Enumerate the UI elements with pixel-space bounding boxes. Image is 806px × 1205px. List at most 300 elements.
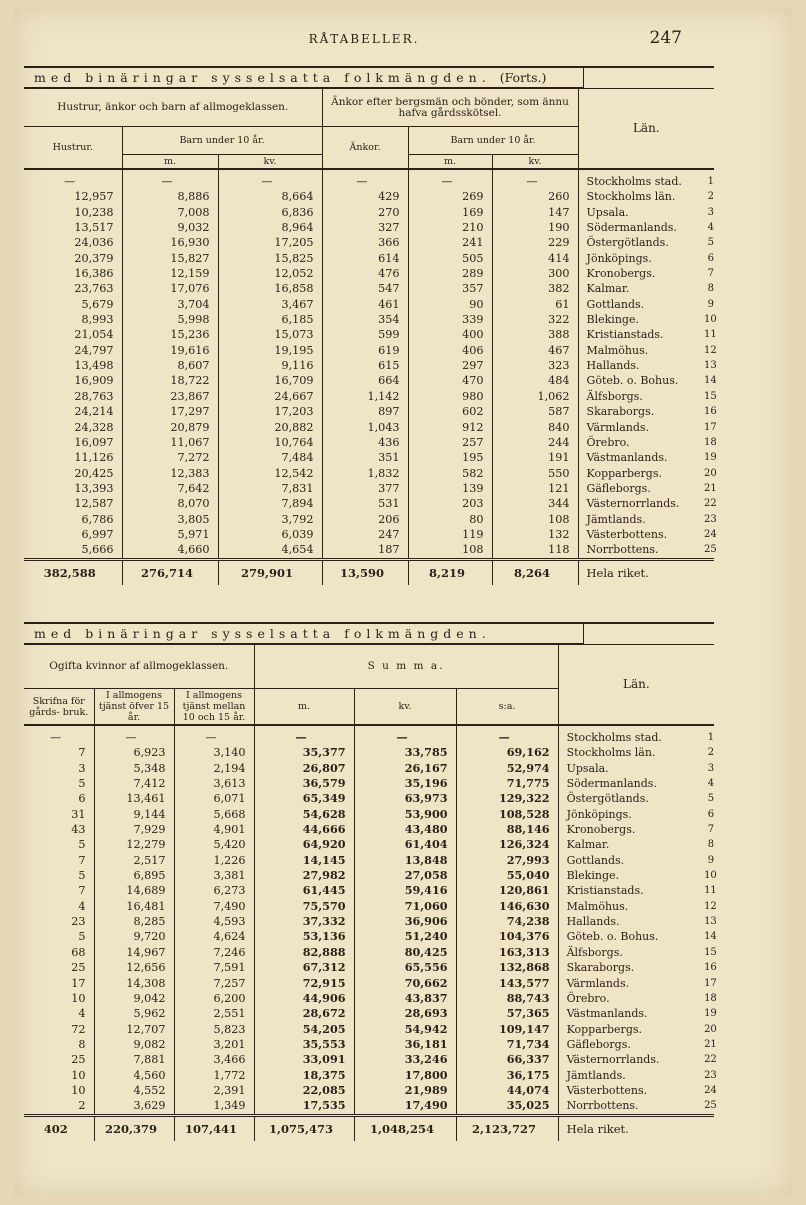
table-cell: 3,467	[218, 297, 322, 312]
book-page	[14, 8, 792, 1196]
table-cell: 7,881	[94, 1052, 174, 1067]
table-row	[24, 929, 714, 944]
row-number: 21	[704, 1038, 717, 1050]
table-cell: 14,689	[94, 883, 174, 898]
table-cell: 27,058	[354, 868, 456, 883]
table-cell: 1,832	[322, 466, 408, 481]
row-number: 12	[704, 900, 717, 912]
table-cell: 80	[408, 512, 492, 527]
lan-name: Kristianstads.	[578, 327, 694, 342]
table-cell: 55,040	[456, 868, 558, 883]
total-cell: 13,590	[322, 559, 408, 585]
table-row	[24, 868, 714, 883]
table-cell: 619	[322, 343, 408, 358]
lan-name: Kalmar.	[558, 837, 694, 852]
table-cell: —	[408, 169, 492, 189]
table-row	[24, 220, 714, 235]
lan-name: Kalmar.	[578, 281, 694, 296]
table-cell: 429	[322, 189, 408, 204]
table-cell: 17,490	[354, 1098, 456, 1115]
lan-name: Västernorrlands.	[558, 1052, 694, 1067]
table-1-header	[24, 89, 714, 170]
table-cell: 52,974	[456, 761, 558, 776]
total-cell: 8,264	[492, 559, 578, 585]
table-row	[24, 435, 714, 450]
section-1-title	[24, 68, 584, 88]
table-row	[24, 761, 714, 776]
row-number: 17	[704, 977, 717, 989]
table-cell: 1,349	[174, 1098, 254, 1115]
lan-name: Västerbottens.	[558, 1083, 694, 1098]
row-number: 3	[707, 762, 715, 774]
table-row	[24, 1006, 714, 1021]
lan-name: Skaraborgs.	[578, 404, 694, 419]
table-cell: 7,008	[122, 205, 218, 220]
table-cell: 44,666	[254, 822, 354, 837]
table-cell: 327	[322, 220, 408, 235]
table-row	[24, 466, 714, 481]
table-cell: 132,868	[456, 960, 558, 975]
table-cell: 840	[492, 420, 578, 435]
table-cell: 582	[408, 466, 492, 481]
table-cell: 33,785	[354, 745, 456, 760]
lan-name: Stockholms stad.	[578, 169, 694, 189]
table-cell: 1,226	[174, 853, 254, 868]
section-1-title-text: med binäringar sysselsatta folkmängden.	[34, 70, 491, 85]
table-cell: 126,324	[456, 837, 558, 852]
table-cell: 300	[492, 266, 578, 281]
row-number: 20	[704, 1023, 717, 1035]
header-summa-kv: kv.	[354, 689, 456, 726]
table-cell: 54,942	[354, 1022, 456, 1037]
table-cell: 505	[408, 251, 492, 266]
table-cell: 108,528	[456, 807, 558, 822]
table-cell: 57,365	[456, 1006, 558, 1021]
table-cell: 147	[492, 205, 578, 220]
table-cell: 3,381	[174, 868, 254, 883]
lan-name: Hallands.	[558, 914, 694, 929]
table-cell: 4	[24, 899, 94, 914]
table-cell: —	[354, 725, 456, 745]
table-cell: —	[24, 725, 94, 745]
table-cell: 17	[24, 976, 94, 991]
table-cell: 260	[492, 189, 578, 204]
row-number: 3	[707, 206, 715, 218]
table-cell: 6,895	[94, 868, 174, 883]
table-cell: 247	[322, 527, 408, 542]
table-cell: 68	[24, 945, 94, 960]
table-cell: 2,517	[94, 853, 174, 868]
table-row	[24, 169, 714, 189]
lan-name: Gottlands.	[578, 297, 694, 312]
row-number: 10	[704, 314, 717, 326]
table-cell: 531	[322, 496, 408, 511]
table-row	[24, 822, 714, 837]
total-cell: 279,901	[218, 559, 322, 585]
header-group-ankor: Änkor efter bergsmän och bönder, som ännu hafva gårdsskötsel.	[322, 89, 578, 127]
table-cell: 5	[24, 837, 94, 852]
table-row	[24, 1022, 714, 1037]
lan-name: Kronobergs.	[578, 266, 694, 281]
table-cell: 109,147	[456, 1022, 558, 1037]
table-cell: 4,593	[174, 914, 254, 929]
table-cell: 323	[492, 358, 578, 373]
table-cell: 664	[322, 373, 408, 388]
table-row	[24, 327, 714, 342]
table-cell: 33,246	[354, 1052, 456, 1067]
table-cell: 289	[408, 266, 492, 281]
table-cell: 484	[492, 373, 578, 388]
table-cell: 80,425	[354, 945, 456, 960]
table-cell: 20,379	[24, 251, 122, 266]
table-cell: 25	[24, 1052, 94, 1067]
table-cell: 65,556	[354, 960, 456, 975]
row-number: 14	[704, 931, 717, 943]
table-cell: 20,882	[218, 420, 322, 435]
lan-name: Stockholms län.	[578, 189, 694, 204]
table-cell: 339	[408, 312, 492, 327]
table-cell: 7,272	[122, 450, 218, 465]
table-cell: 70,662	[354, 976, 456, 991]
table-cell: 3	[24, 761, 94, 776]
table-cell: 26,807	[254, 761, 354, 776]
row-number: 12	[704, 344, 717, 356]
table-cell: 36,175	[456, 1068, 558, 1083]
table-cell: 51,240	[354, 929, 456, 944]
table-cell: 257	[408, 435, 492, 450]
table-cell: 187	[322, 542, 408, 559]
table-cell: 25	[24, 960, 94, 975]
table-cell: 4,660	[122, 542, 218, 559]
table-cell: 15,825	[218, 251, 322, 266]
lan-name: Jönköpings.	[558, 807, 694, 822]
row-number: 5	[707, 237, 715, 249]
table-cell: 1,772	[174, 1068, 254, 1083]
table-cell: 16,930	[122, 235, 218, 250]
table-cell: 195	[408, 450, 492, 465]
row-number: 16	[704, 962, 717, 974]
table-cell: 12,656	[94, 960, 174, 975]
table-row	[24, 1098, 714, 1115]
table-row	[24, 481, 714, 496]
table-cell: 2	[24, 1098, 94, 1115]
table-cell: 12,542	[218, 466, 322, 481]
lan-name: Östergötlands.	[578, 235, 694, 250]
table-cell: 8,993	[24, 312, 122, 327]
table-cell: 71,775	[456, 776, 558, 791]
table-cell: 6,071	[174, 791, 254, 806]
table-cell: 8,964	[218, 220, 322, 235]
table-row	[24, 450, 714, 465]
table-cell: 467	[492, 343, 578, 358]
table-cell: 15,236	[122, 327, 218, 342]
table-cell: 64,920	[254, 837, 354, 852]
table-cell: 146,630	[456, 899, 558, 914]
total-cell: 276,714	[122, 559, 218, 585]
table-cell: 8,070	[122, 496, 218, 511]
section-2-title	[24, 624, 584, 644]
total-cell: 1,048,254	[354, 1115, 456, 1141]
table-cell: 16,709	[218, 373, 322, 388]
table-row	[24, 853, 714, 868]
table-cell: 23,867	[122, 389, 218, 404]
table-cell: 6	[24, 791, 94, 806]
header-lan-2: Län.	[558, 645, 714, 726]
table-cell: 163,313	[456, 945, 558, 960]
row-number: 13	[704, 360, 717, 372]
lan-name: Kronobergs.	[558, 822, 694, 837]
row-number: 2	[707, 191, 715, 203]
table-cell: 61,445	[254, 883, 354, 898]
table-cell: 9,720	[94, 929, 174, 944]
table-cell: 17,205	[218, 235, 322, 250]
table-cell: 43,480	[354, 822, 456, 837]
lan-name: Norrbottens.	[578, 542, 694, 559]
row-number: 11	[704, 329, 717, 341]
table-row	[24, 343, 714, 358]
table-cell: 65,349	[254, 791, 354, 806]
table-cell: 4,901	[174, 822, 254, 837]
row-number: 13	[704, 916, 717, 928]
table-row	[24, 837, 714, 852]
table-row	[24, 807, 714, 822]
table-cell: 74,238	[456, 914, 558, 929]
table-row	[24, 512, 714, 527]
table-cell: 7,490	[174, 899, 254, 914]
table-cell: 121	[492, 481, 578, 496]
table-cell: 5,679	[24, 297, 122, 312]
table-cell: 169	[408, 205, 492, 220]
table-cell: 5,666	[24, 542, 122, 559]
section-1-title-suffix: (Forts.)	[499, 70, 547, 85]
row-number: 15	[704, 946, 717, 958]
table-cell: 36,906	[354, 914, 456, 929]
table-cell: 6,185	[218, 312, 322, 327]
table-cell: 61	[492, 297, 578, 312]
table-cell: 7,591	[174, 960, 254, 975]
table-cell: 43,837	[354, 991, 456, 1006]
table-cell: —	[122, 169, 218, 189]
table-cell: 269	[408, 189, 492, 204]
table-cell: 15,827	[122, 251, 218, 266]
lan-name: Hallands.	[578, 358, 694, 373]
table-cell: 35,025	[456, 1098, 558, 1115]
table-row	[24, 373, 714, 388]
table-cell: —	[322, 169, 408, 189]
table-cell: 547	[322, 281, 408, 296]
table-cell: 15,073	[218, 327, 322, 342]
table-cell: 21,054	[24, 327, 122, 342]
row-number: 19	[704, 452, 717, 464]
table-cell: 191	[492, 450, 578, 465]
table-cell: 75,570	[254, 899, 354, 914]
table-cell: 19,195	[218, 343, 322, 358]
table-cell: 21,989	[354, 1083, 456, 1098]
table-cell: 19,616	[122, 343, 218, 358]
table-cell: 36,579	[254, 776, 354, 791]
total-cell: 1,075,473	[254, 1115, 354, 1141]
row-number: 15	[704, 390, 717, 402]
table-cell: 17,297	[122, 404, 218, 419]
lan-name: Göteb. o. Bohus.	[578, 373, 694, 388]
table-cell: 615	[322, 358, 408, 373]
header-tjanst-over-15: I allmogens tjänst öfver 15 år.	[94, 689, 174, 726]
row-number: 25	[704, 1100, 717, 1112]
table-cell: 18,375	[254, 1068, 354, 1083]
table-cell: 7,642	[122, 481, 218, 496]
table-cell: 17,203	[218, 404, 322, 419]
total-row	[24, 559, 714, 585]
table-cell: 17,535	[254, 1098, 354, 1115]
lan-name: Kopparbergs.	[578, 466, 694, 481]
table-cell: 270	[322, 205, 408, 220]
lan-name: Västerbottens.	[578, 527, 694, 542]
table-cell: 72,915	[254, 976, 354, 991]
table-row	[24, 899, 714, 914]
table-cell: 28,693	[354, 1006, 456, 1021]
table-cell: —	[24, 169, 122, 189]
table-cell: 54,628	[254, 807, 354, 822]
total-label: Hela riket.	[558, 1115, 694, 1141]
lan-name: Södermanlands.	[558, 776, 694, 791]
table-cell: 6,997	[24, 527, 122, 542]
header-hustrur: Hustrur.	[24, 127, 122, 170]
section-2-title-text: med binäringar sysselsatta folkmängden.	[34, 626, 491, 641]
row-number: 2	[707, 747, 715, 759]
lan-name: Malmöhus.	[578, 343, 694, 358]
table-cell: 88,743	[456, 991, 558, 1006]
table-cell: 12,383	[122, 466, 218, 481]
table-cell: 13,393	[24, 481, 122, 496]
lan-name: Göteb. o. Bohus.	[558, 929, 694, 944]
table-cell: 461	[322, 297, 408, 312]
table-cell: 2,194	[174, 761, 254, 776]
table-cell: —	[456, 725, 558, 745]
table-row	[24, 960, 714, 975]
table-cell: 2,551	[174, 1006, 254, 1021]
table-cell: 143,577	[456, 976, 558, 991]
table-cell: 9,116	[218, 358, 322, 373]
table-cell: 6,923	[94, 745, 174, 760]
lan-name: Norrbottens.	[558, 1098, 694, 1115]
table-cell: 37,332	[254, 914, 354, 929]
header-barn-2: Barn under 10 år.	[408, 127, 578, 155]
table-cell: 16,858	[218, 281, 322, 296]
lan-name: Kristianstads.	[558, 883, 694, 898]
table-cell: 9,042	[94, 991, 174, 1006]
row-number: 24	[704, 528, 717, 540]
table-cell: 400	[408, 327, 492, 342]
header-m-2: m.	[408, 155, 492, 170]
table-cell: 5	[24, 929, 94, 944]
lan-name: Värmlands.	[578, 420, 694, 435]
table-cell: 88,146	[456, 822, 558, 837]
table-cell: 550	[492, 466, 578, 481]
table-cell: 44,906	[254, 991, 354, 1006]
table-cell: 27,982	[254, 868, 354, 883]
row-number: 22	[704, 1054, 717, 1066]
row-number: 17	[704, 421, 717, 433]
table-1	[24, 88, 717, 585]
table-cell: 11,126	[24, 450, 122, 465]
table-cell: 206	[322, 512, 408, 527]
table-cell: 1,062	[492, 389, 578, 404]
row-number: 7	[707, 824, 715, 836]
table-row	[24, 266, 714, 281]
table-cell: 9,082	[94, 1037, 174, 1052]
lan-name: Blekinge.	[558, 868, 694, 883]
lan-name: Östergötlands.	[558, 791, 694, 806]
table-2	[24, 644, 717, 1141]
table-cell: 203	[408, 496, 492, 511]
table-cell: 7,929	[94, 822, 174, 837]
table-cell: 351	[322, 450, 408, 465]
table-cell: 614	[322, 251, 408, 266]
table-cell: 12,279	[94, 837, 174, 852]
table-cell: 7	[24, 883, 94, 898]
table-row	[24, 312, 714, 327]
table-cell: 23,763	[24, 281, 122, 296]
table-row	[24, 358, 714, 373]
lan-name: Jämtlands.	[578, 512, 694, 527]
header-summa-sa: s:a.	[456, 689, 558, 726]
row-number: 24	[704, 1084, 717, 1096]
table-cell: —	[254, 725, 354, 745]
header-summa-m: m.	[254, 689, 354, 726]
table-cell: 66,337	[456, 1052, 558, 1067]
table-section-1	[24, 66, 717, 585]
table-cell: 5,998	[122, 312, 218, 327]
row-number: 9	[707, 298, 715, 310]
table-cell: 13,517	[24, 220, 122, 235]
table-cell: 16,097	[24, 435, 122, 450]
table-cell: 382	[492, 281, 578, 296]
row-number: 6	[707, 252, 715, 264]
table-cell: 23	[24, 914, 94, 929]
header-group-ogifta: Ogifta kvinnor af allmogeklassen.	[24, 645, 254, 689]
table-cell: 13,498	[24, 358, 122, 373]
table-cell: 71,734	[456, 1037, 558, 1052]
header-kv-2: kv.	[492, 155, 578, 170]
row-number: 8	[707, 839, 715, 851]
table-row	[24, 527, 714, 542]
table-cell: 8,664	[218, 189, 322, 204]
table-cell: 82,888	[254, 945, 354, 960]
table-cell: 17,076	[122, 281, 218, 296]
table-cell: 24,797	[24, 343, 122, 358]
table-cell: 3,792	[218, 512, 322, 527]
row-number: 21	[704, 482, 717, 494]
table-1-body	[24, 169, 717, 585]
table-cell: 3,805	[122, 512, 218, 527]
table-row	[24, 420, 714, 435]
row-number: 23	[704, 1069, 717, 1081]
row-number-empty	[694, 559, 714, 585]
table-row	[24, 189, 714, 204]
table-cell: 377	[322, 481, 408, 496]
table-row	[24, 1037, 714, 1052]
table-cell: 4,624	[174, 929, 254, 944]
total-cell: 8,219	[408, 559, 492, 585]
table-cell: 470	[408, 373, 492, 388]
table-row	[24, 883, 714, 898]
lan-name: Jönköpings.	[578, 251, 694, 266]
table-cell: 5,971	[122, 527, 218, 542]
row-number: 14	[704, 375, 717, 387]
table-cell: 33,091	[254, 1052, 354, 1067]
row-number: 4	[707, 222, 715, 234]
table-2-header	[24, 645, 714, 726]
